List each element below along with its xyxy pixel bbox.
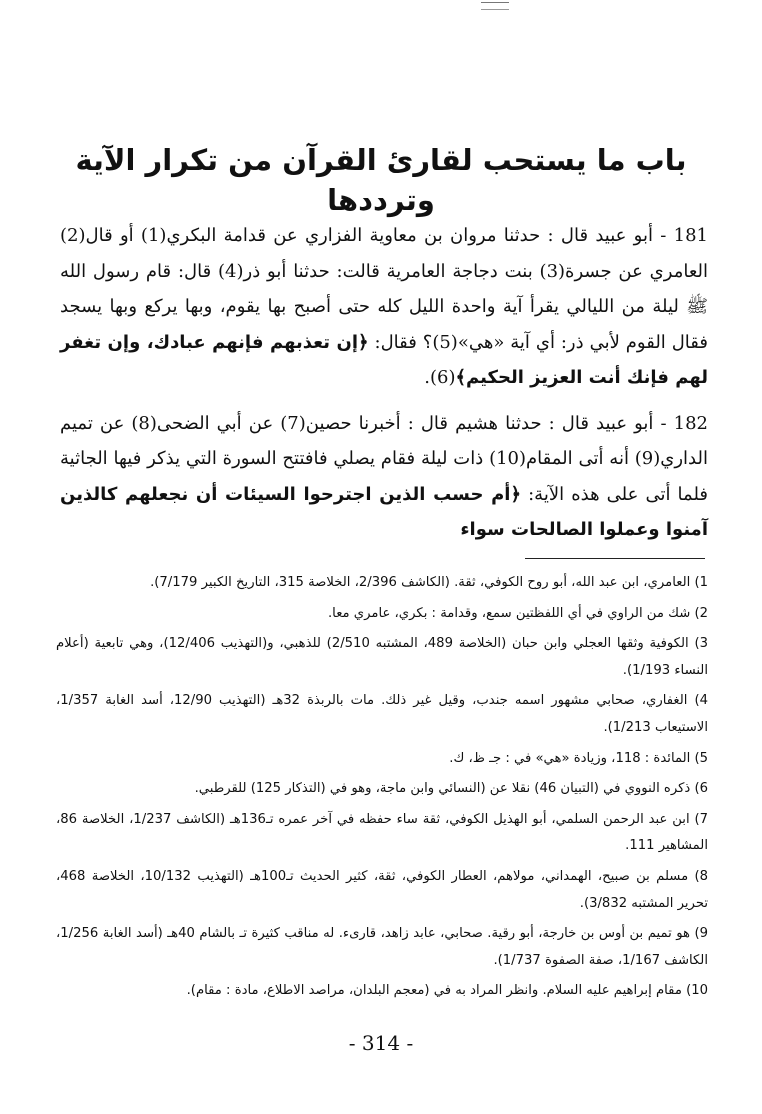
footnote-item: 1) العامري، ابن عبد الله، أبو روح الكوفي، ثقة. (الكاشف 2/396، الخلاصة 315، التاريخ الكبير 7/179). xyxy=(150,575,708,590)
footnote-item: 3) الكوفية وثقها العجلي وابن حبان (الخلاصة 489، المشتبه 2/510) للذهبي، و(التهذيب 12/406)، وهي تابعية (أعلام النساء 1/193). xyxy=(56,636,708,678)
footnote-item: 2) شك من الراوي في أي اللفظتين سمع، وقدامة : بكري، عامري معا. xyxy=(327,605,708,621)
footnotes-list xyxy=(56,570,708,1009)
footnote-separator xyxy=(525,558,705,559)
footnote-item: 6) ذكره النووي في (التبيان 46) نقلا عن (النسائي وابن ماجة، وهو في (التذكار 125) للقرطبي. xyxy=(194,781,708,797)
top-ornament xyxy=(481,2,509,10)
main-text xyxy=(60,218,708,548)
hadith-text: 181 - أبو عبيد قال : حدثنا مروان بن معاوية الفزاري عن قدامة البكري(1) أو قال(2) العامري عن جسرة(3) بنت دجاجة العامرية قالت: حدثنا أبو ذر(4) قال: قام رسول الله ﷺ ليلة من الليالي يقرأ آية واحدة الليل كله حتى أصبح بها يقوم، وبها يركع وبها يسجد فقال القوم لأبي ذر: أي آية «هي»(5)؟ فقال: xyxy=(60,225,708,353)
quran-quote: ﴿أم حسب الذين اجترحوا السيئات أن نجعلهم كالذين آمنوا وعملوا الصالحات سواء xyxy=(60,483,708,540)
hadith-182 xyxy=(60,406,708,548)
chapter-title: باب ما يستحب لقارئ القرآن من تكرار الآية وترددها xyxy=(75,143,687,217)
footnote-item: 4) الغفاري، صحابي مشهور اسمه جندب، وقيل غير ذلك. مات بالربذة 32هـ (التهذيب 12/90، أسد الغابة 1/357، الاستيعاب 1/213). xyxy=(56,693,708,735)
footnote-item: 9) هو تميم بن أوس بن خارجة، أبو رقية. صحابي، عابد زاهد، قارىء. له مناقب كثيرة تـ بالشام 40هـ (أسد الغابة 1/256، الكاشف 1/167، صفة الصفوة 1/737). xyxy=(56,926,708,968)
page-number: - 314 - xyxy=(348,1031,414,1055)
hadith-181 xyxy=(60,218,708,396)
hadith-footnote-ref: (6). xyxy=(424,367,456,388)
footnote-item: 5) المائدة : 118، وزيادة «هي» في : جـ ظ، ك. xyxy=(449,750,708,766)
quran-quote: ﴿إن تعذبهم فإنهم عبادك، وإن تغفر لهم فإنك أنت العزيز الحكيم﴾ xyxy=(60,331,708,388)
footnote-item: 8) مسلم بن صبيح، الهمداني، مولاهم، العطار الكوفي، ثقة، كثير الحديث تـ100هـ (التهذيب 10/132، الخلاصة 468، تحرير المشتبه 3/832). xyxy=(56,868,708,911)
hadith-text: 182 - أبو عبيد قال : حدثنا هشيم قال : أخبرنا حصين(7) عن أبي الضحى(8) عن تميم الداري(9) أنه أتى المقام(10) ذات ليلة فقام يصلي فافتتح السورة التي يذكر فيها الجاثية فلما أتى على هذه الآية: xyxy=(60,412,709,505)
footnote-item: 7) ابن عبد الرحمن السلمي، أبو الهذيل الكوفي، ثقة ساء حفظه في آخر عمره تـ136هـ (الكاشف 1/237، الخلاصة 86، المشاهير 111. xyxy=(56,811,709,854)
footnote-item: 10) مقام إبراهيم عليه السلام. وانظر المراد به في (معجم البلدان، مراصد الاطلاع، مادة : مقام). xyxy=(186,983,708,999)
